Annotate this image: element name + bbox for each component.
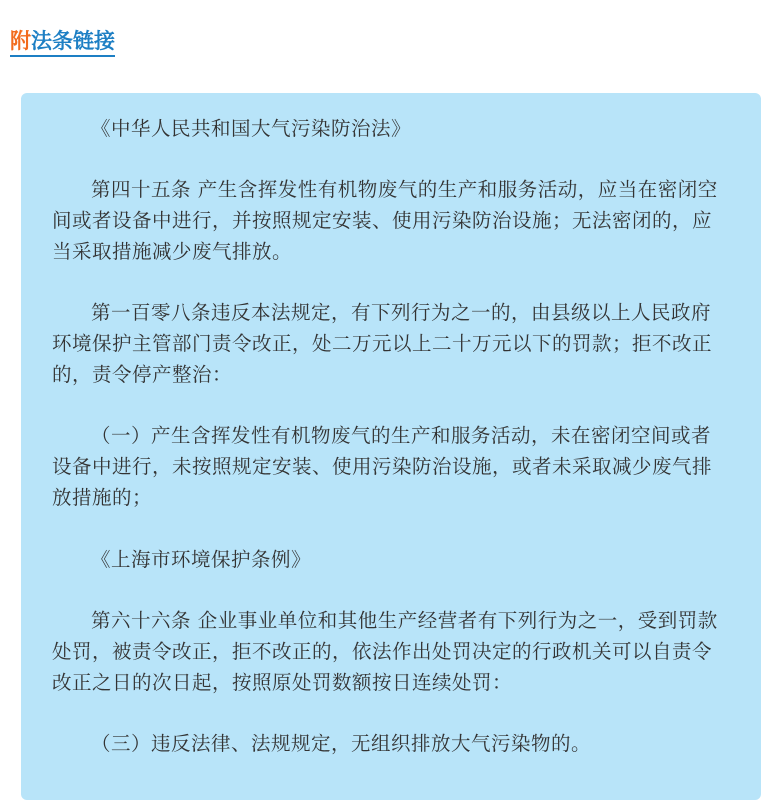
spacer [52,575,725,605]
spacer [52,698,725,728]
law1-article-108-item-1: （一）产生含挥发性有机物废气的生产和服务活动，未在密闭空间或者设备中进行，未按照规定安装、使用污染防治设施，或者未采取减少废气排放措施的； [52,424,713,509]
law1-article-108: 第一百零八条违反本法规定，有下列行为之一的，由县级以上人民政府环境保护主管部门责令改正，处二万元以上二十万元以下的罚款；拒不改正的，责令停产整治： [52,301,713,386]
heading-accent-char: 附 [10,29,31,53]
law2-article-66: 第六十六条 企业事业单位和其他生产经营者有下列行为之一，受到罚款处罚，被责令改正，拒不改正的，依法作出处罚决定的行政机关可以自责令改正之日的次日起，按照原处罚数额按日连续处罚： [52,609,718,694]
spacer [52,513,725,544]
heading-title: 法条链接 [31,29,115,53]
law1-title: 《中华人民共和国大气污染防治法》 [91,117,412,140]
law2-title: 《上海市环境保护条例》 [91,548,312,571]
law2-article-66-item-3: （三）违反法律、法规规定，无组织排放大气污染物的。 [91,732,592,755]
spacer [52,267,725,297]
spacer [52,144,725,174]
law1-article-45: 第四十五条 产生含挥发性有机物废气的生产和服务活动，应当在密闭空间或者设备中进行，并按照规定安装、使用污染防治设施；无法密闭的，应当采取措施减少废气排放。 [52,178,718,263]
section-heading [10,28,115,57]
law-excerpt-box [21,93,761,800]
spacer [52,390,725,420]
